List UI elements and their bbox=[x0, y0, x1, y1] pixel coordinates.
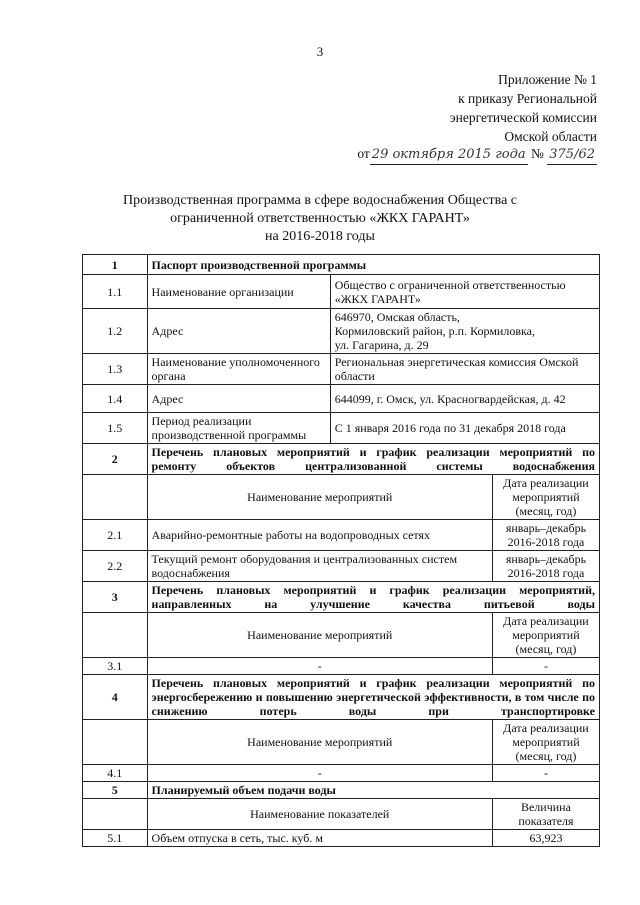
column-header-date: Дата реализации мероприятий (месяц, год) bbox=[492, 475, 599, 520]
section-row bbox=[83, 255, 600, 275]
address-line: 646970, Омская область, bbox=[334, 310, 460, 324]
row-number: 4.1 bbox=[83, 765, 148, 782]
row-value: С 1 января 2016 года по 31 декабря 2018 года bbox=[330, 413, 599, 444]
title-line: Производственная программа в сфере водоснабжения Общества с bbox=[122, 193, 518, 208]
row-label: Наименование уполномоченного органа bbox=[147, 354, 330, 385]
production-program-table bbox=[82, 254, 600, 847]
appendix-line: к приказу Региональной bbox=[458, 91, 597, 106]
row-number: 2.2 bbox=[83, 551, 148, 582]
appendix-header bbox=[450, 70, 597, 146]
row-number: 3.1 bbox=[83, 658, 148, 675]
row-date: - bbox=[492, 765, 599, 782]
section-row bbox=[83, 782, 600, 799]
row-label: Адрес bbox=[147, 309, 330, 354]
table-row bbox=[83, 551, 600, 582]
empty-cell bbox=[83, 720, 148, 765]
section-number: 2 bbox=[83, 444, 148, 475]
address-line: Кормиловский район, р.п. Кормиловка, bbox=[334, 324, 535, 338]
order-reference bbox=[357, 145, 597, 165]
table-row bbox=[83, 413, 600, 444]
order-number-handwritten: 375/62 bbox=[547, 146, 597, 165]
column-header-date: Дата реализации мероприятий (месяц, год) bbox=[492, 720, 599, 765]
page-number: 3 bbox=[316, 44, 324, 59]
row-value: Общество с ограниченной ответственностью «ЖКХ ГАРАНТ» bbox=[330, 275, 599, 309]
column-header-name: Наименование мероприятий bbox=[147, 720, 492, 765]
row-name: - bbox=[147, 765, 492, 782]
appendix-line: Омской области bbox=[504, 129, 597, 144]
document-title bbox=[0, 192, 640, 246]
row-name: Текущий ремонт оборудования и централизованных систем водоснабжения bbox=[147, 551, 492, 582]
table-row bbox=[83, 309, 600, 354]
row-number: 1.2 bbox=[83, 309, 148, 354]
section-number: 5 bbox=[83, 782, 148, 799]
row-name: Объем отпуска в сеть, тыс. куб. м bbox=[147, 830, 492, 847]
row-number: 1.1 bbox=[83, 275, 148, 309]
table-row bbox=[83, 830, 600, 847]
column-header-value: Величина показателя bbox=[492, 799, 599, 830]
address-line: ул. Гагарина, д. 29 bbox=[334, 338, 429, 352]
order-date-handwritten: 29 октября 2015 года bbox=[370, 146, 528, 165]
row-date: - bbox=[492, 658, 599, 675]
row-number: 1.5 bbox=[83, 413, 148, 444]
appendix-line: энергетической комиссии bbox=[449, 110, 597, 125]
column-header-name: Наименование мероприятий bbox=[147, 475, 492, 520]
row-label: Период реализации производственной программы bbox=[147, 413, 330, 444]
column-header-row bbox=[83, 720, 600, 765]
order-number-prefix: № bbox=[530, 146, 544, 161]
section-number: 4 bbox=[83, 675, 148, 720]
row-value: Региональная энергетическая комиссия Омской области bbox=[330, 354, 599, 385]
section-row bbox=[83, 675, 600, 720]
section-row bbox=[83, 444, 600, 475]
table-row bbox=[83, 275, 600, 309]
row-number: 1.3 bbox=[83, 354, 148, 385]
row-number: 5.1 bbox=[83, 830, 148, 847]
section-title: Планируемый объем подачи воды bbox=[147, 782, 599, 799]
table-row bbox=[83, 520, 600, 551]
section-title: Перечень плановых мероприятий и график реализации мероприятий по энергосбережению и повышению энергетической эффективности, в том числе по снижению потерь воды при транспортировке bbox=[147, 675, 599, 720]
column-header-date: Дата реализации мероприятий (месяц, год) bbox=[492, 613, 599, 658]
appendix-line: Приложение № 1 bbox=[498, 72, 597, 87]
section-title: Перечень плановых мероприятий и график реализации мероприятий по ремонту объектов централизованной системы водоснабжения bbox=[147, 444, 599, 475]
row-number: 1.4 bbox=[83, 385, 148, 413]
empty-cell bbox=[83, 613, 148, 658]
table-row bbox=[83, 765, 600, 782]
column-header-name: Наименование мероприятий bbox=[147, 613, 492, 658]
empty-cell bbox=[83, 799, 148, 830]
column-header-row bbox=[83, 799, 600, 830]
order-date-prefix: от bbox=[357, 146, 370, 161]
row-name: - bbox=[147, 658, 492, 675]
section-title: Перечень плановых мероприятий и график реализации мероприятий, направленных на улучшение качества питьевой воды bbox=[147, 582, 599, 613]
row-value: 644099, г. Омск, ул. Красногвардейская, д. 42 bbox=[330, 385, 599, 413]
row-date: январь–декабрь 2016-2018 года bbox=[492, 551, 599, 582]
column-header-name: Наименование показателей bbox=[147, 799, 492, 830]
table-row bbox=[83, 385, 600, 413]
row-value bbox=[330, 309, 599, 354]
row-date: январь–декабрь 2016-2018 года bbox=[492, 520, 599, 551]
section-title: Паспорт производственной программы bbox=[147, 255, 599, 275]
row-label: Наименование организации bbox=[147, 275, 330, 309]
row-name: Аварийно-ремонтные работы на водопроводных сетях bbox=[147, 520, 492, 551]
row-label: Адрес bbox=[147, 385, 330, 413]
section-number: 3 bbox=[83, 582, 148, 613]
section-row bbox=[83, 582, 600, 613]
column-header-row bbox=[83, 475, 600, 520]
row-number: 2.1 bbox=[83, 520, 148, 551]
section-number: 1 bbox=[83, 255, 148, 275]
row-value: 63,923 bbox=[492, 830, 599, 847]
table-row bbox=[83, 658, 600, 675]
title-line: ограниченной ответственностью «ЖКХ ГАРАНТ» bbox=[170, 211, 470, 226]
table-row bbox=[83, 354, 600, 385]
empty-cell bbox=[83, 475, 148, 520]
column-header-row bbox=[83, 613, 600, 658]
title-line: на 2016-2018 годы bbox=[265, 229, 375, 244]
